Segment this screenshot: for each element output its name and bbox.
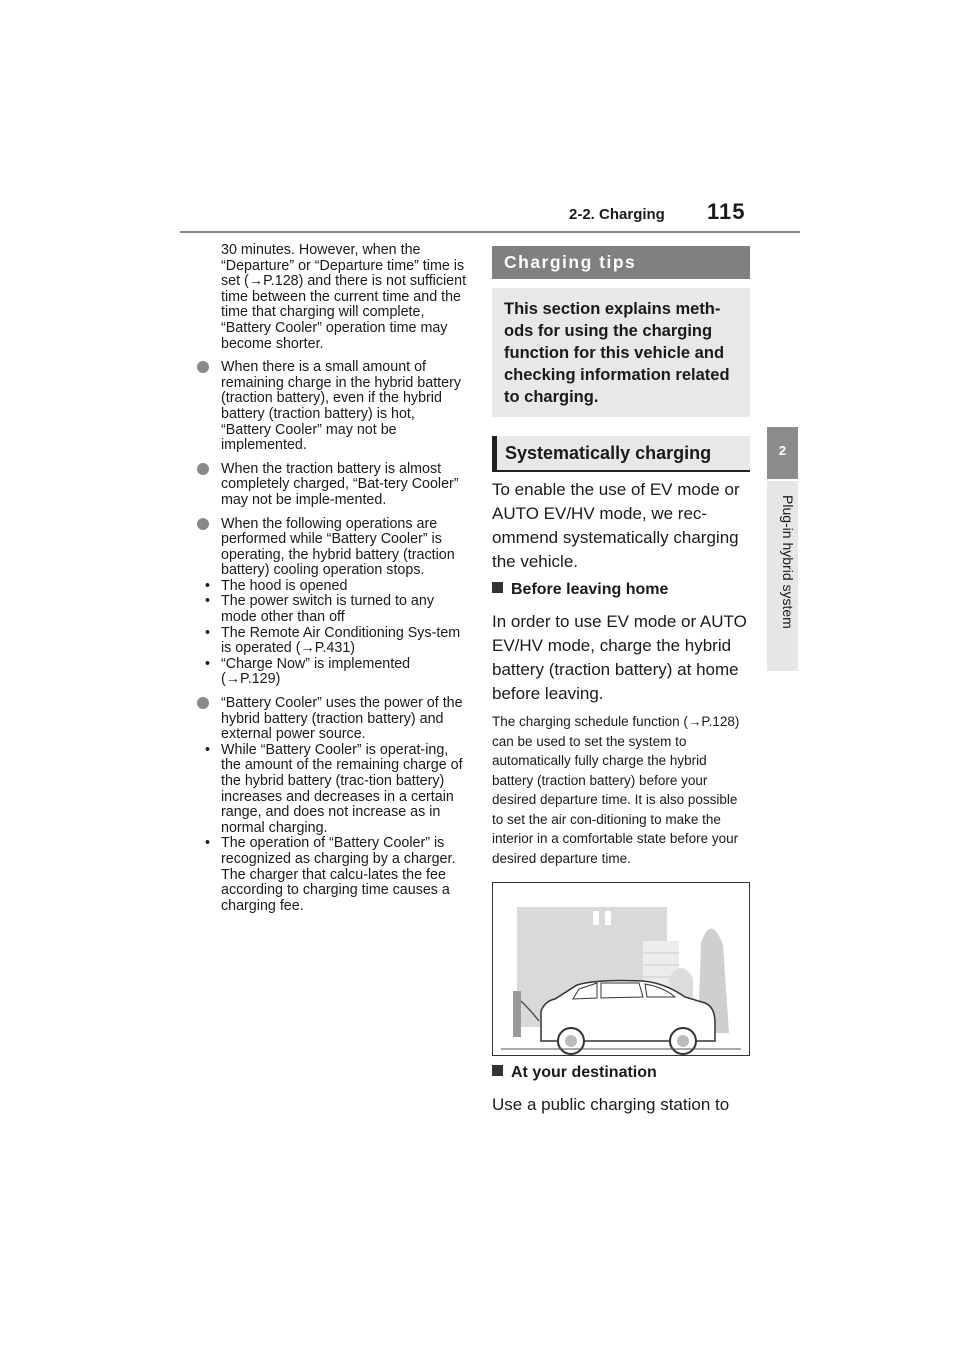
header-rule — [180, 231, 800, 233]
bullet-text: When the traction battery is almost completely charged, “Bat-tery Cooler” may not be imple-mented. — [221, 460, 459, 508]
home-charging-illustration — [492, 882, 750, 1056]
right-column — [492, 246, 750, 1117]
sub-item — [197, 579, 467, 595]
square-bullet-icon — [492, 582, 503, 593]
topic-heading-text: At your destination — [511, 1064, 657, 1081]
bullet-dot-icon — [197, 518, 209, 530]
body-paragraph: Use a public charging station to — [492, 1095, 730, 1114]
sub-bullet-marker: • — [205, 624, 211, 641]
chapter-number: 2 — [778, 443, 787, 458]
sub-item — [197, 743, 467, 837]
subheading — [492, 436, 750, 470]
bullet-dot-icon — [197, 463, 209, 475]
left-column — [197, 243, 467, 914]
sub-item — [197, 626, 467, 657]
section-header: 2-2. Charging — [569, 206, 665, 223]
square-bullet-icon — [492, 1065, 503, 1076]
topic-heading — [492, 1061, 750, 1085]
subheading-underline — [492, 470, 750, 472]
bullet-text: “Battery Cooler” uses the power of the hybrid battery (traction battery) and external power source. — [221, 695, 463, 743]
section-intro: This section explains meth-ods for using the charging function for this vehicle and checking information related to charging. — [492, 288, 750, 417]
sub-item — [197, 594, 467, 625]
sub-bullet-marker: • — [205, 835, 211, 852]
bullet-text: When the following operations are performed while “Battery Cooler” is operating, the hybrid battery (traction battery) cooling operation stops. — [221, 515, 455, 579]
page-number: 115 — [707, 199, 746, 224]
bullet-item — [197, 462, 467, 509]
topic-heading-text: Before leaving home — [511, 581, 669, 598]
bullet-item — [197, 360, 467, 454]
body-paragraph: In order to use EV mode or AUTO EV/HV mode, charge the hybrid battery (traction battery) at home before leaving. — [492, 612, 747, 703]
bullet-item — [197, 517, 467, 579]
bullet-item — [197, 696, 467, 743]
car-charging-at-home-icon — [493, 883, 749, 1055]
sub-bullet-marker: • — [205, 593, 211, 610]
subheading-text: Systematically charging — [505, 443, 712, 463]
sub-bullet-marker: • — [205, 741, 211, 758]
sub-item — [197, 657, 467, 688]
bullet-dot-icon — [197, 697, 209, 709]
topic-heading — [492, 578, 750, 602]
sub-item-text: The power switch is turned to any mode other than off — [221, 593, 434, 626]
continuation-paragraph: 30 minutes. However, when the “Departure” or “Departure time” time is set (→P.128) and there is not sufficient time between the current time and the time that charging will complete, “Battery Cooler” operation time may become shorter. — [221, 242, 467, 352]
bullet-text: When there is a small amount of remaining charge in the hybrid battery (traction battery), even if the hybrid battery (traction battery) is hot, “Battery Cooler” may not be implemented. — [221, 359, 462, 454]
chapter-label: Plug-in hybrid system — [780, 495, 796, 629]
note-paragraph: The charging schedule function (→P.128) can be used to set the system to automatically fully charge the hybrid battery (traction battery) before your desired departure time. It is also possible to set the air con-ditioning to make the interior in a comfortable state before your desired departure time. — [492, 714, 740, 866]
sub-item-text: The operation of “Battery Cooler” is recognized as charging by a charger. The charger that calcu-lates the fee according to charging time causes a charging fee. — [221, 835, 456, 914]
bullet-dot-icon — [197, 361, 209, 373]
body-paragraph: To enable the use of EV mode or AUTO EV/HV mode, we rec-ommend systematically charging the vehicle. — [492, 480, 740, 571]
sub-item-text: The Remote Air Conditioning Sys-tem is operated (→P.431) — [221, 624, 461, 657]
sub-bullet-marker: • — [205, 577, 211, 594]
section-title-bar: Charging tips — [492, 246, 750, 279]
sub-item — [197, 836, 467, 914]
sub-item-text: The hood is opened — [221, 577, 348, 594]
sub-item-text: While “Battery Cooler” is operat-ing, the amount of the remaining charge of the hybrid battery (trac-tion battery) increases and decreases in a certain range, and does not increase as in normal charging. — [221, 741, 463, 836]
sub-bullet-marker: • — [205, 655, 211, 672]
sub-item-text: “Charge Now” is implemented (→P.129) — [221, 655, 411, 688]
subheading-accent — [492, 436, 497, 470]
